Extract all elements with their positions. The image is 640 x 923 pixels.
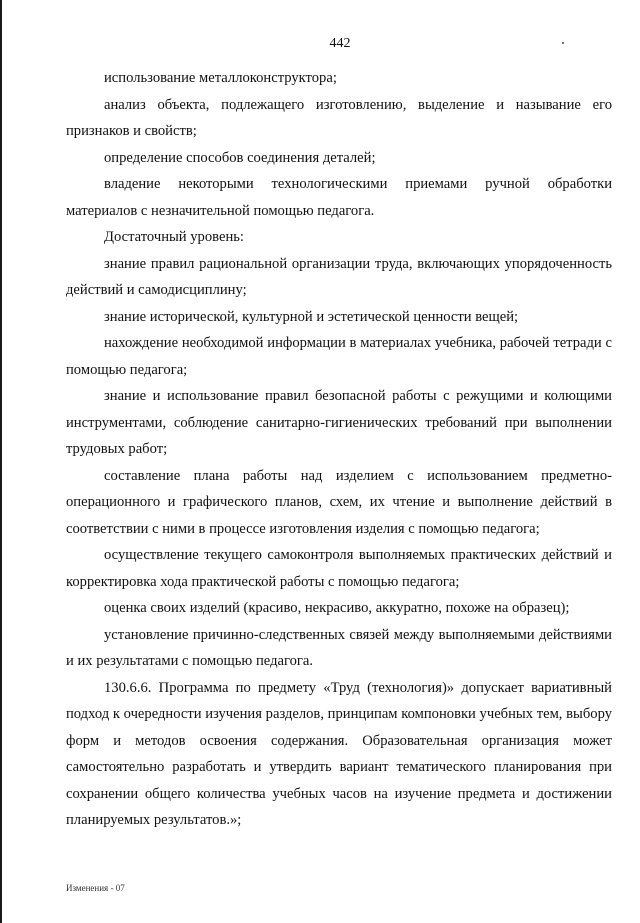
paragraph: составление плана работы над изделием с использованием предметно-операционного и графического планов, схем, их чтение и выполнение действий в соответствии с ними в процессе изготовления изделия с помощью педагога; (66, 467, 612, 537)
paragraph: знание правил рациональной организации труда, включающих упорядоченность действий и самодисциплину; (66, 255, 612, 298)
footer-revision-note: Изменения - 07 (66, 883, 125, 893)
scan-edge-shadow (0, 0, 2, 923)
paragraph: оценка своих изделий (красиво, некрасиво, аккуратно, похоже на образец); (104, 600, 570, 616)
paragraph: установление причинно-следственных связей между выполняемыми действиями и их результатами с помощью педагога. (66, 626, 612, 669)
paragraph: использование металлоконструктора; (104, 70, 337, 86)
paragraph: нахождение необходимой информации в материалах учебника, рабочей тетради с помощью педагога; (66, 335, 612, 378)
paragraph: осуществление текущего самоконтроля выполняемых практических действий и корректировка хода практической работы с помощью педагога; (66, 547, 612, 590)
paragraph-section-130-6-6: 130.6.6. Программа по предмету «Труд (технология)» допускает вариативный подход к очередности изучения разделов, принципам компоновки учебных тем, выбору форм и методов освоения содержания. Образовательная организация может самостоятельно разработать и утвердить вариант тематического планирования при сохранении общего количества учебных часов на изучение предмета и достижении планируемых результатов.»; (66, 679, 612, 828)
page-number: 442 (329, 36, 351, 51)
section-heading: Достаточный уровень: (104, 229, 244, 245)
document-body (66, 65, 612, 834)
paragraph: определение способов соединения деталей; (104, 149, 376, 166)
paragraph: анализ объекта, подлежащего изготовлению, выделение и называние его признаков и свойств; (66, 96, 612, 139)
paragraph: знание исторической, культурной и эстетической ценности вещей; (104, 308, 519, 325)
paragraph: владение некоторыми технологическими приемами ручной обработки материалов с незначительной помощью педагога. (66, 176, 612, 219)
paragraph: знание и использование правил безопасной работы с режущими и колющими инструментами, соблюдение санитарно-гигиенических требований при выполнении трудовых работ; (66, 388, 612, 457)
